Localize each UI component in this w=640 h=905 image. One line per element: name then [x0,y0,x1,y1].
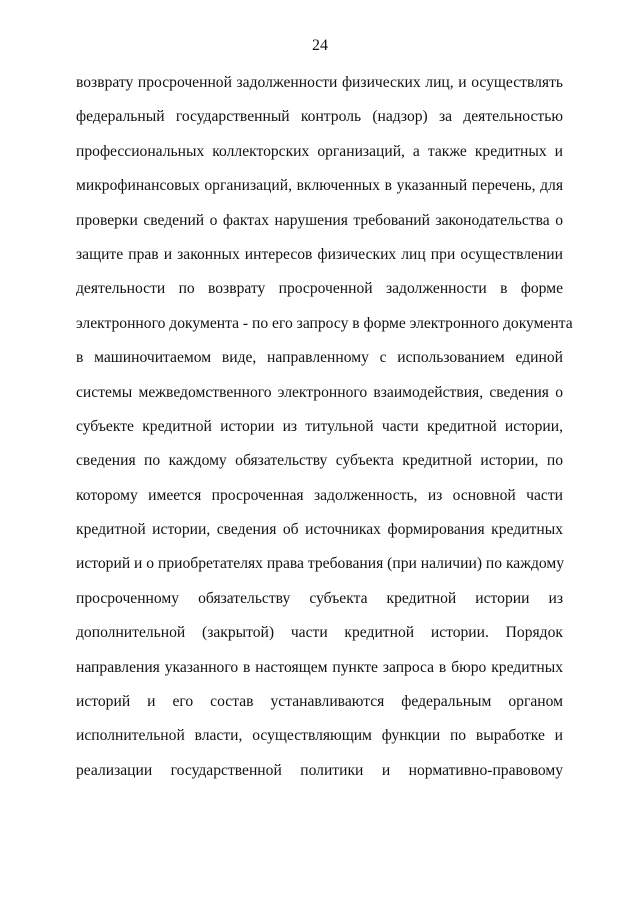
text-line: защите прав и законных интересов физических лиц при осуществлении [76,245,563,263]
text-line: проверки сведений о фактах нарушения требований законодательства о [76,211,563,229]
text-line: возврату просроченной задолженности физических лиц, и осуществлять [76,74,563,91]
text-line: микрофинансовых организаций, включенных в указанный перечень, для [76,177,563,195]
document-body [76,66,573,788]
text-line: в машиночитаемом виде, направленному с использованием единой [76,349,563,367]
text-line: кредитной истории, сведения об источниках формирования кредитных [76,521,563,539]
text-line: дополнительной (закрытой) части кредитной истории. Порядок [76,624,563,642]
text-line: просроченному обязательству субъекта кредитной истории из [76,589,563,607]
text-line: реализации государственной политики и нормативно-правовому [76,761,563,779]
text-line: сведения по каждому обязательству субъекта кредитной истории, по [76,452,563,470]
text-line: профессиональных коллекторских организаций, а также кредитных и [76,142,563,160]
text-line: федеральный государственный контроль (надзор) за деятельностью [76,108,563,126]
text-line: деятельности по возврату просроченной задолженности в форме [76,280,563,298]
text-line: историй и его состав устанавливаются федеральным органом [76,693,563,711]
page-number: 24 [312,37,328,54]
text-line: субъекте кредитной истории из титульной части кредитной истории, [76,417,563,435]
text-line: электронного документа - по его запросу в форме электронного документа [76,314,573,332]
text-line: историй и о приобретателях права требования (при наличии) по каждому [76,555,565,573]
text-line: системы межведомственного электронного взаимодействия, сведения о [76,383,563,401]
text-line: исполнительной власти, осуществляющим функции по выработке и [76,727,563,745]
text-line: направления указанного в настоящем пункте запроса в бюро кредитных [76,658,563,676]
text-line: которому имеется просроченная задолженность, из основной части [76,486,563,504]
